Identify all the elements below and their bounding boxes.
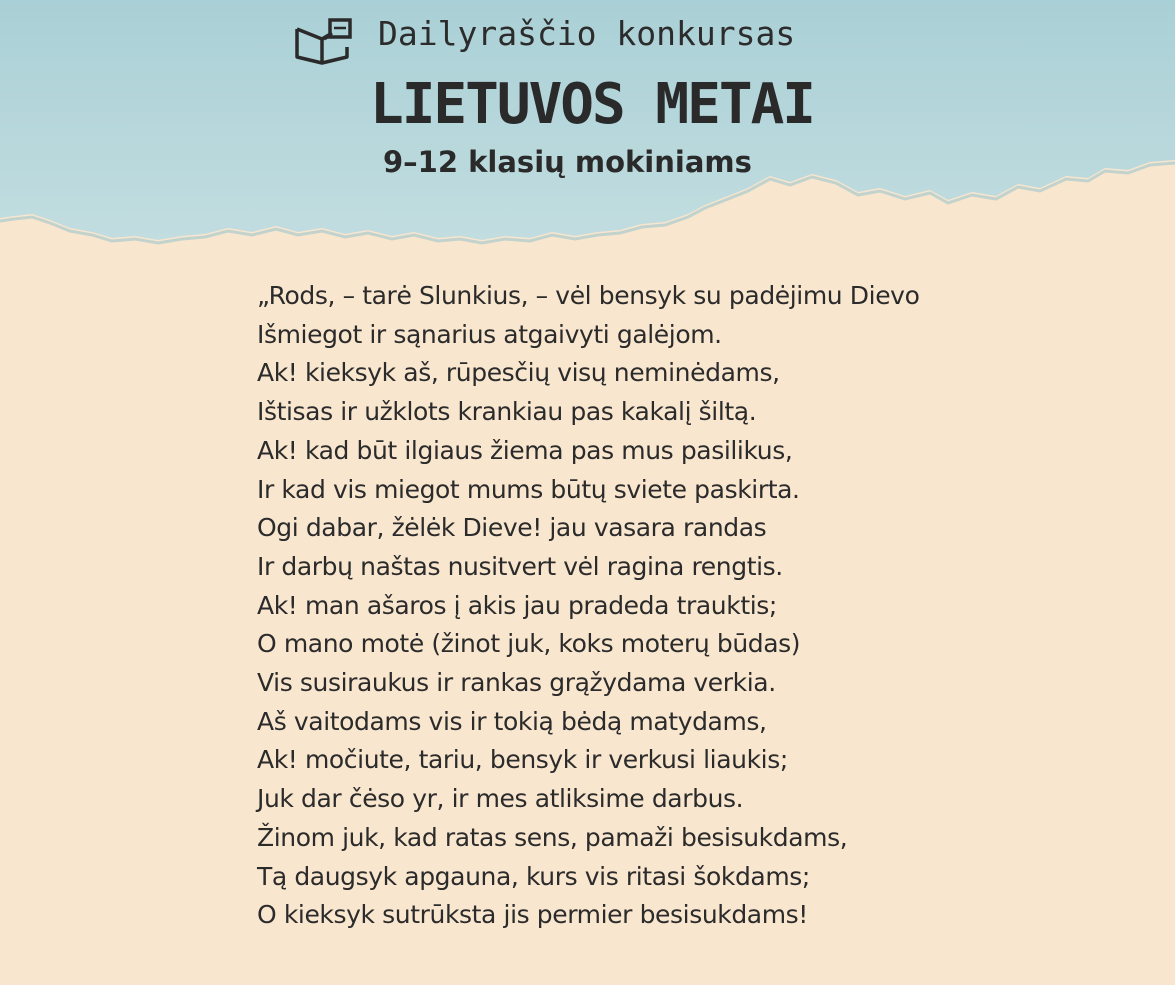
poem-line: Ogi dabar, žėlėk Dieve! jau vasara randas [257,513,767,543]
poem-line: Ak! kieksyk aš, rūpesčių visų neminėdams, [257,358,780,388]
poem-text [257,277,919,935]
poem-line: Vis susiraukus ir rankas grąžydama verkia. [257,668,776,698]
poem-line: Aš vaitodams vis ir tokią bėdą matydams, [257,706,767,736]
poem-line: Ir kad vis miegot mums būtų sviete paskirta. [257,474,800,504]
poem-line: „Rods, – tarė Slunkius, – vėl bensyk su padėjimu Dievo [257,281,920,310]
poem-line: Ak! man ašaros į akis jau pradeda trauktis; [257,590,777,620]
page-title: LIETUVOS METAI [370,72,815,137]
contest-name: Dailyraščio konkursas [378,14,796,53]
poem-line: Ir darbų naštas nusitvert vėl ragina rengtis. [257,551,783,581]
poem-line: Ak! močiute, tariu, bensyk ir verkusi liaukis; [257,745,788,775]
poem-line: Tą daugsyk apgauna, kurs vis ritasi šokdams; [257,861,810,891]
poem-line: Ak! kad būt ilgiaus žiema pas mus pasilikus, [257,435,793,465]
poem-line: Ištisas ir užklots krankiau pas kakalį šiltą. [257,397,757,427]
book-icon [294,17,354,67]
poem-line: O kieksyk sutrūksta jis permier besisukdams! [257,900,808,930]
header-band [0,0,1175,260]
page-subtitle: 9–12 klasių mokiniams [383,145,752,179]
poem-line: Žinom juk, kad ratas sens, pamaži besisukdams, [257,822,848,852]
poem-line: O mano motė (žinot juk, koks moterų būdas) [257,629,801,659]
poem-line: Išmiegot ir sąnarius atgaivyti galėjom. [257,319,722,349]
poem-line: Juk dar čėso yr, ir mes atliksime darbus. [257,784,744,814]
